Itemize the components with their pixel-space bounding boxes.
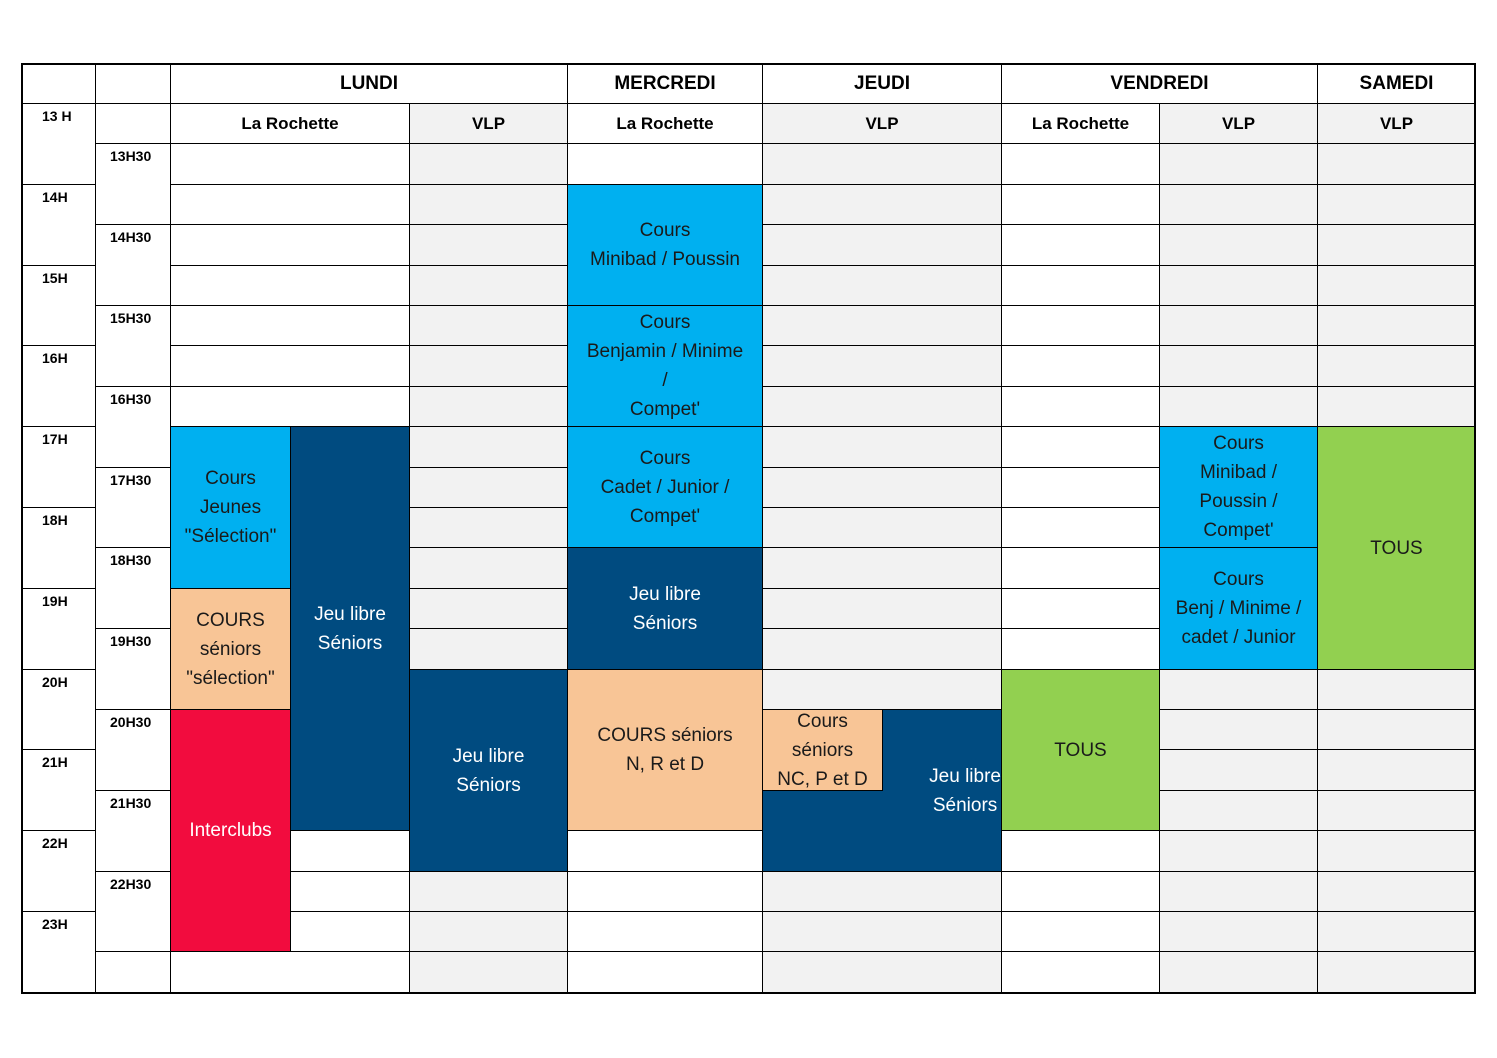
time-slot: [567, 911, 763, 952]
time-slot: [1001, 951, 1160, 994]
time-slot: [1159, 669, 1318, 710]
hour-label: 17H: [42, 431, 68, 447]
time-slot: [1001, 507, 1160, 548]
time-slot: [1159, 386, 1318, 427]
time-slot: [170, 386, 410, 427]
half-hour-label: 22H30: [110, 876, 152, 892]
time-slot: [1317, 911, 1476, 952]
time-slot: [1001, 345, 1160, 387]
venue-header: VLP: [1317, 103, 1476, 144]
time-slot: [1159, 911, 1318, 952]
day-header-lundi: LUNDI: [170, 63, 568, 104]
hour-label: 18H: [42, 512, 68, 528]
time-slot: [409, 871, 568, 912]
activity-lundi-vlp-jeu-libre: Jeu libre Séniors: [409, 669, 568, 872]
activity-lundi-jeu-libre: Jeu libre Séniors: [290, 426, 410, 831]
time-slot: [762, 507, 1002, 548]
hour-cell: [21, 507, 96, 589]
day-header-mercredi: MERCREDI: [567, 63, 763, 104]
time-slot: [1001, 305, 1160, 346]
time-slot: [762, 547, 1002, 589]
time-slot: [762, 224, 1002, 266]
venue-header: VLP: [1159, 103, 1318, 144]
time-slot: [409, 386, 568, 427]
hour-cell: [21, 426, 96, 508]
time-slot: [1159, 749, 1318, 791]
time-slot: [409, 951, 568, 994]
half-hour-label: 20H30: [110, 714, 152, 730]
time-slot: [1001, 628, 1160, 670]
time-slot: [1317, 749, 1476, 791]
time-slot: [409, 628, 568, 670]
time-slot: [1001, 184, 1160, 225]
hour-label: 16H: [42, 350, 68, 366]
time-slot: [1317, 345, 1476, 387]
time-slot: [170, 224, 410, 266]
time-slot: [1317, 184, 1476, 225]
activity-jeudi-jeu-libre: Jeu libre Séniors: [762, 709, 1002, 872]
time-slot: [1001, 588, 1160, 629]
activity-lundi-cours-jeunes: Cours Jeunes "Sélection": [170, 426, 291, 589]
time-slot: [170, 345, 410, 387]
time-slot: [762, 305, 1002, 346]
time-slot: [409, 143, 568, 185]
time-slot: [1001, 467, 1160, 508]
time-slot: [762, 184, 1002, 225]
time-slot: [1001, 224, 1160, 266]
time-slot: [409, 588, 568, 629]
hour-cell: [21, 669, 96, 750]
half-hour-cell: [95, 224, 171, 306]
time-slot: [762, 265, 1002, 306]
hour-label: 23H: [42, 916, 68, 932]
time-slot: [1001, 911, 1160, 952]
time-slot: [409, 305, 568, 346]
venue-header: La Rochette: [1001, 103, 1160, 144]
time-slot: [1001, 386, 1160, 427]
time-slot: [1001, 143, 1160, 185]
time-slot: [1317, 143, 1476, 185]
half-hour-label: 18H30: [110, 552, 152, 568]
half-hour-label: 14H30: [110, 229, 152, 245]
half-cell-blank: [95, 951, 171, 994]
time-slot: [409, 507, 568, 548]
time-slot: [170, 951, 410, 994]
half-hour-cell: [95, 143, 171, 225]
activity-mercredi-cours-seniors: COURS séniors N, R et D: [567, 669, 763, 831]
half-hour-label: 21H30: [110, 795, 152, 811]
day-header-vendredi: VENDREDI: [1001, 63, 1318, 104]
time-slot: [1001, 426, 1160, 468]
hour-label: 22H: [42, 835, 68, 851]
time-slot: [762, 628, 1002, 670]
time-slot: [567, 951, 763, 994]
time-slot: [1159, 184, 1318, 225]
time-slot: [567, 143, 763, 185]
time-slot: [762, 951, 1002, 994]
venue-header: VLP: [409, 103, 568, 144]
activity-mercredi-cours-cadet: Cours Cadet / Junior / Compet': [567, 426, 763, 548]
time-slot: [1317, 224, 1476, 266]
time-slot: [409, 345, 568, 387]
time-slot: [1317, 709, 1476, 750]
time-slot: [170, 143, 410, 185]
half-hour-label: 17H30: [110, 472, 152, 488]
time-slot: [762, 588, 1002, 629]
hour-cell: [21, 184, 96, 266]
activity-lundi-interclubs: Interclubs: [170, 709, 291, 952]
time-slot: [1317, 871, 1476, 912]
time-slot: [170, 184, 410, 225]
time-slot: [1159, 871, 1318, 912]
hour-cell: [21, 265, 96, 346]
time-slot: [762, 386, 1002, 427]
time-slot: [1159, 305, 1318, 346]
hour-cell: [21, 588, 96, 670]
time-slot: [762, 467, 1002, 508]
activity-vendredi-tous: TOUS: [1001, 669, 1160, 831]
hour-cell: [21, 749, 96, 831]
time-slot: [762, 669, 1002, 710]
hour-label: 19H: [42, 593, 68, 609]
activity-samedi-tous: TOUS: [1317, 426, 1476, 670]
time-slot: [1159, 265, 1318, 306]
time-slot: [567, 830, 763, 872]
venue-header: VLP: [762, 103, 1002, 144]
half-hour-cell: [95, 790, 171, 872]
hour-cell: [21, 103, 96, 185]
time-slot: [1001, 547, 1160, 589]
day-header-samedi: SAMEDI: [1317, 63, 1476, 104]
activity-mercredi-cours-minibad: Cours Minibad / Poussin: [567, 184, 763, 306]
time-slot: [1159, 830, 1318, 872]
venue-header: La Rochette: [567, 103, 763, 144]
activity-mercredi-cours-benjamin: Cours Benjamin / Minime / Compet': [567, 305, 763, 427]
half-hour-label: 15H30: [110, 310, 152, 326]
time-slot: [762, 911, 1002, 952]
activity-mercredi-jeu-libre: Jeu libre Séniors: [567, 547, 763, 670]
time-slot: [1317, 265, 1476, 306]
activity-lundi-cours-seniors: COURS séniors "sélection": [170, 588, 291, 710]
time-slot: [1159, 951, 1318, 994]
time-slot: [1317, 790, 1476, 831]
hour-cell: [21, 830, 96, 912]
time-slot: [409, 426, 568, 468]
half-hour-label: 16H30: [110, 391, 152, 407]
half-hour-cell: [95, 467, 171, 548]
time-slot: [409, 547, 568, 589]
half-hour-cell: [95, 871, 171, 952]
activity-jeudi-cours-seniors: Cours séniors NC, P et D: [762, 709, 883, 791]
activity-vendredi-cours-benj: Cours Benj / Minime / cadet / Junior: [1159, 547, 1318, 670]
time-slot: [762, 426, 1002, 468]
half-hour-cell: [95, 547, 171, 629]
time-slot: [1159, 224, 1318, 266]
hour-cell: [21, 345, 96, 427]
time-slot: [1159, 790, 1318, 831]
time-slot: [170, 265, 410, 306]
hour-cell: [21, 911, 96, 994]
activity-vendredi-cours-minibad: Cours Minibad / Poussin / Compet': [1159, 426, 1318, 548]
time-slot: [1001, 265, 1160, 306]
half-hour-label: 13H30: [110, 148, 152, 164]
hour-label: 20H: [42, 674, 68, 690]
time-slot: [409, 265, 568, 306]
time-slot: [567, 871, 763, 912]
time-slot: [762, 871, 1002, 912]
time-slot: [170, 305, 410, 346]
half-hour-cell: [95, 305, 171, 387]
half-hour-cell: [95, 628, 171, 710]
time-slot: [1317, 951, 1476, 994]
venue-header: La Rochette: [170, 103, 410, 144]
time-slot: [762, 143, 1002, 185]
half-hour-cell: [95, 386, 171, 468]
hour-label: 21H: [42, 754, 68, 770]
header-corner-hour: [21, 63, 96, 104]
day-header-jeudi: JEUDI: [762, 63, 1002, 104]
hour-label: 14H: [42, 189, 68, 205]
time-slot: [409, 184, 568, 225]
time-slot: [1001, 871, 1160, 912]
time-slot: [1001, 830, 1160, 872]
time-slot: [1317, 386, 1476, 427]
time-slot: [409, 467, 568, 508]
time-slot: [762, 345, 1002, 387]
time-slot: [409, 224, 568, 266]
time-slot: [1317, 669, 1476, 710]
header-corner-half: [95, 63, 171, 104]
half-hour-cell: [95, 709, 171, 791]
time-slot: [1159, 143, 1318, 185]
half-hour-label: 19H30: [110, 633, 152, 649]
time-slot: [1159, 345, 1318, 387]
time-slot: [1317, 830, 1476, 872]
hour-label: 13 H: [42, 108, 72, 124]
hour-label: 15H: [42, 270, 68, 286]
half-cell-blank: [95, 103, 171, 144]
time-slot: [409, 911, 568, 952]
time-slot: [1159, 709, 1318, 750]
time-slot: [1317, 305, 1476, 346]
